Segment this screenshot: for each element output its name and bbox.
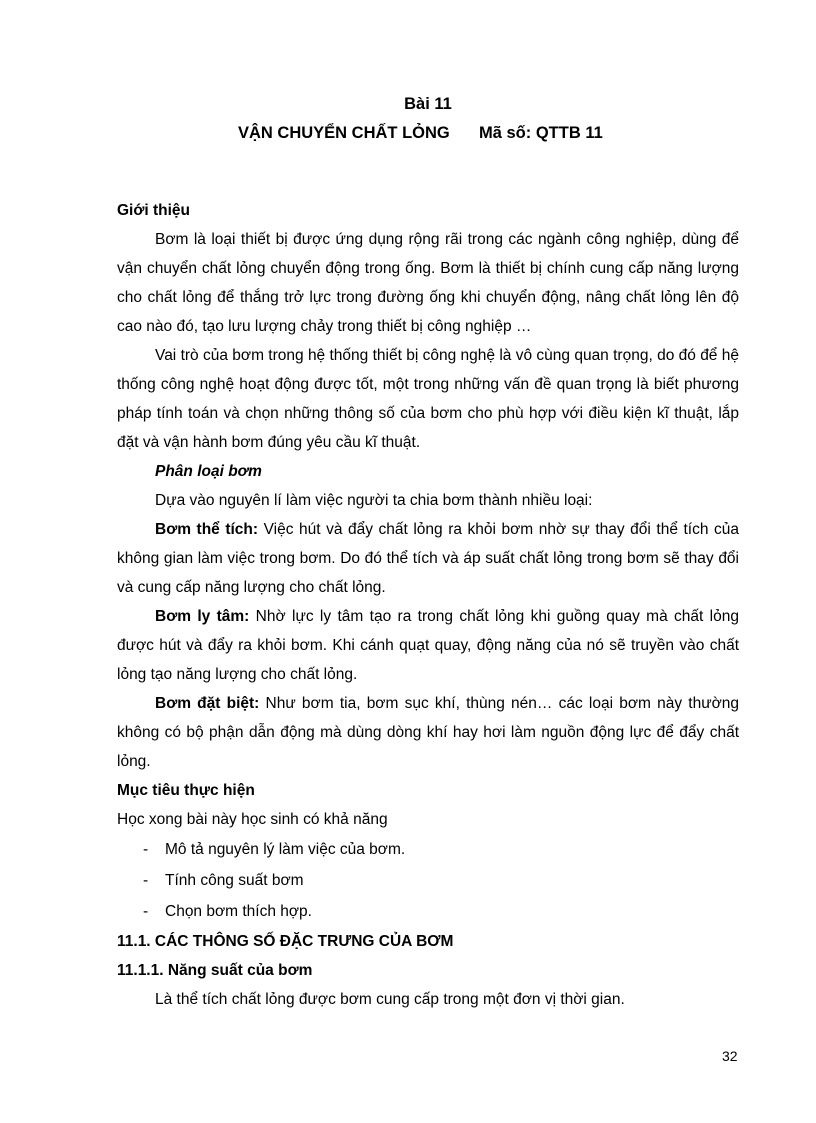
classification-lead: Dựa vào nguyên lí làm việc người ta chia bơm thành nhiều loại: [155, 492, 593, 509]
page-content [117, 90, 739, 1014]
pump-type-term: Bơm thể tích: [155, 521, 259, 538]
lesson-title: VẬN CHUYỂN CHẤT LỎNG [238, 124, 450, 142]
pump-type-volumetric [117, 515, 739, 602]
lesson-code: Mã số: QTTB 11 [479, 124, 603, 142]
dash-marker: - [143, 841, 149, 858]
objectives-heading: Mục tiêu thực hiện [117, 782, 255, 799]
dash-marker: - [143, 872, 149, 889]
lesson-number: Bài 11 [404, 95, 452, 113]
pump-type-text: Nhờ lực ly tâm tạo ra trong chất lỏng khi guồng quay mà chất lỏng được hút và đẩy ra khỏi bơm. Khi cánh quạt quay, động năng của nó sẽ truyền vào chất lỏng tạo năng lượng cho chất lỏng. [117, 608, 739, 683]
objectives-lead: Học xong bài này học sinh có khả năng [117, 811, 388, 828]
intro-paragraph-1: Bơm là loại thiết bị được ứng dụng rộng rãi trong các ngành công nghiệp, dùng để vận chuyển chất lỏng chuyển động trong ống. Bơm là thiết bị chính cung cấp năng lượng cho chất lỏng để thắng trở lực trong đường ống khi chuyển động, nâng chất lỏng lên độ cao nào đó, tạo lưu lượng chảy trong thiết bị công nghiệp … [117, 231, 739, 335]
intro-paragraph-2: Vai trò của bơm trong hệ thống thiết bị công nghệ là vô cùng quan trọng, do đó để hệ thống công nghệ hoạt động được tốt, một trong những vấn đề quan trọng là biết phương pháp tính toán và chọn những thông số của bơm cho phù hợp với điều kiện kĩ thuật, lắp đặt và vận hành bơm đúng yêu cầu kĩ thuật. [117, 347, 739, 451]
page-number: 32 [722, 1048, 738, 1064]
subsection-text: Là thể tích chất lỏng được bơm cung cấp trong một đơn vị thời gian. [155, 991, 625, 1008]
pump-type-term: Bơm ly tâm: [155, 608, 250, 625]
list-item [117, 834, 739, 865]
pump-type-term: Bơm đặt biệt: [155, 695, 260, 712]
pump-type-text: Như bơm tia, bơm sục khí, thùng nén… các loại bơm này thường không có bộ phận dẫn động mà dùng dòng khí hay hơi làm nguồn động lực để đẩy chất lỏng. [117, 695, 740, 770]
classification-heading: Phân loại bơm [155, 463, 262, 480]
list-item [117, 896, 739, 927]
list-item [117, 865, 739, 896]
objectives-list [117, 834, 739, 927]
section-heading: 11.1. CÁC THÔNG SỐ ĐẶC TRƯNG CỦA BƠM [117, 933, 454, 950]
subsection-heading: 11.1.1. Năng suất của bơm [117, 962, 313, 979]
list-item-text: Tính công suất bơm [165, 872, 304, 889]
list-item-text: Mô tả nguyên lý làm việc của bơm. [165, 841, 406, 858]
list-item-text: Chọn bơm thích hợp. [165, 903, 312, 920]
pump-type-special [117, 689, 739, 776]
dash-marker: - [143, 903, 149, 920]
lesson-title-row [117, 119, 739, 148]
pump-type-text: Việc hút và đẩy chất lỏng ra khỏi bơm nhờ sự thay đổi thể tích của không gian làm việc trong bơm. Do đó thể tích và áp suất chất lỏng trong bơm sẽ thay đổi và cung cấp năng lượng cho chất lỏng. [117, 521, 740, 596]
pump-type-centrifugal [117, 602, 739, 689]
intro-heading: Giới thiệu [117, 202, 191, 219]
